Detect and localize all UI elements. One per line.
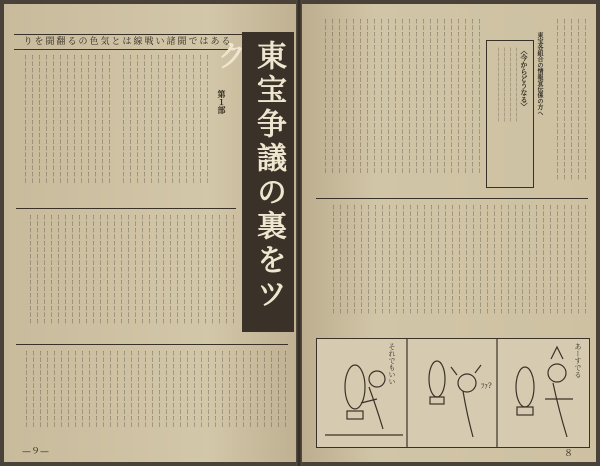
column-rule	[16, 344, 288, 345]
left-page	[4, 4, 296, 462]
page-number-right: ８	[564, 449, 574, 459]
right-page	[302, 4, 596, 462]
text-column-middle: ーーーーーーーーーーーーーーーーー ーーーーーーーーーーーーーーーーー ーーーーーーーーーーーーーーーーー ーーーーーーーーーーーーーーーーー ーーーーーーーーーーーーーーーーー ーーーーーーーーーーーーーーーーー ーーーーーーーーーーーーーーーーー ーーーーーーーーーーーーーーーーー ーーーーーーーーーーーーーーーーー ーーーーーーーーーーーーーーーーー ーーーーーーーーーーーーーーーーー ーーーーーーーーーーーーーーーーー ーーーーーーーーーーーーーーーーー ーーーーーーーーーーーーーーーーー ーーーーーーーーーーーーーーーーー ーーーーーーーーーーーーーーーーー ーーーーーーーーーーーーーーーーー ーーーーーーーーーーーーーーーーー ーーーーーーーーーーーーーーーーー ーーーーーーーーーーーーーーーーー ーーーーーーーーーーーーーーーーー ーーーーーーーーーーーーーーーーー ーーーーーーーーーーーーーーーーー ーーーーーーーーーーーーーーーーー ーーーーーーーーーーーーーーーーー ーーーーーーーーーーーーーーーーー ーーーーーーーーーーーーーーーーー ーーーーーーーーーーーーーーーーー ーーーーーーーーーーーーーーーーー ーーーーーーーーーーーーーーーーー ーーーーーーーーーーーーーーーーー ーーーーーーーーーーーーーーーーー ーーーーーーーーーーーーーーーーー ーーーーーーーーーーーーーーーーー ーーーーーーーーーーーーーーーーー ーーーーーーーーーーーーーーーーー ーーーーーーーーーーーーーーーーー	[329, 204, 588, 315]
page-banner: りを闘翻るの色気とは線戦い諸闘ではある	[14, 34, 242, 50]
text-column-lower: ーーーーーーーーーーーーーーーーー ーーーーーーーーーーーーーーーーー ーーーーーーーーーーーーーーーーー ーーーーーーーーーーーーーーーーー ーーーーーーーーーーーーーーーーー ーーーーーーーーーーーーーーーーー ーーーーーーーーーーーーーーーーー ーーーーーーーーーーーーーーーーー ーーーーーーーーーーーーーーーーー ーーーーーーーーーーーーーーーーー ーーーーーーーーーーーーーーーーー ーーーーーーーーーーーーーーーーー ーーーーーーーーーーーーーーーーー ーーーーーーーーーーーーーーーーー ーーーーーーーーーーーーーーーーー ーーーーーーーーーーーーーーーーー ーーーーーーーーーーーーーーーーー ーーーーーーーーーーーーーーーーー ーーーーーーーーーーーーーーーーー ーーーーーーーーーーーーーーーーー ーーーーーーーーーーーーーーーーー ーーーーーーーーーーーーーーーーー ーーーーーーーーーーーーーーーーー ーーーーーーーーーーーーーーーーー ーーーーーーーーーーーーーーーーー ーーーーーーーーーーーーーーーーー ーーーーーーーーーーーーーーーーー ーーーーーーーーーーーーーーーーー ーーーーーーーーーーーーーーーーー ーーーーーーーーーーーーーーーーー	[26, 214, 236, 325]
comic-caption-3: あーすでる	[574, 343, 582, 378]
comic-caption-1: それでもいい	[388, 343, 396, 385]
page-number-left: —９—	[22, 447, 50, 457]
text-column-upper-left: ーーーーーーーーーーーーーーーーーーーー ーーーーーーーーーーーーーーーーーーーー ーーーーーーーーーーーーーーーーーーーー ーーーーーーーーーーーーーーーーーーーー ーーーーーーーーーーーーーーーーーーーー ーーーーーーーーーーーーーーーーーーーー ーーーーーーーーーーーーーーーーーーーー ーーーーーーーーーーーーーーーーーーーー ーーーーーーーーーーーーーーーーーーーー ーーーーーーーーーーーーーーーーーーーー ーーーーーーーーーーーーーーーーーーーー ーーーーーーーーーーーーーーーーーーーー ーーーーーーーーーーーーーーーーーーーー	[21, 54, 112, 184]
notice-box	[486, 40, 534, 188]
text-column-top-right: ーーーーーーーーーーーーーーーーーーーーーーーーー ーーーーーーーーーーーーーーーーーーーーーーーーー ーーーーーーーーーーーーーーーーーーーーーーーーー ーーーーーーーーーーーーーーーーーーーーーーーーー ーーーーーーーーーーーーーーーーーーーーーーーーー	[553, 18, 588, 181]
article-title: 東宝争議の裏をツク	[211, 40, 286, 312]
text-column-top-left: ーーーーーーーーーーーーーーーーーーーーーーーー ーーーーーーーーーーーーーーーーーーーーーーーー ーーーーーーーーーーーーーーーーーーーーーーーー ーーーーーーーーーーーーーーーーーーーーーーーー ーーーーーーーーーーーーーーーーーーーーーーーー ーーーーーーーーーーーーーーーーーーーーーーーー ーーーーーーーーーーーーーーーーーーーーーーーー ーーーーーーーーーーーーーーーーーーーーーーーー ーーーーーーーーーーーーーーーーーーーーーーーー ーーーーーーーーーーーーーーーーーーーーーーーー ーーーーーーーーーーーーーーーーーーーーーーーー ーーーーーーーーーーーーーーーーーーーーーーーー ーーーーーーーーーーーーーーーーーーーーーーーー ーーーーーーーーーーーーーーーーーーーーーーーー ーーーーーーーーーーーーーーーーーーーーーーーー ーーーーーーーーーーーーーーーーーーーーーーーー ーーーーーーーーーーーーーーーーーーーーーーーー ーーーーーーーーーーーーーーーーーーーーーーーー ーーーーーーーーーーーーーーーーーーーーーーーー ーーーーーーーーーーーーーーーーーーーーーーーー ーーーーーーーーーーーーーーーーーーーーーーーー ーーーーーーーーーーーーーーーーーーーーーーーー ーーーーーーーーーーーーーーーーーーーーーーーー	[321, 18, 482, 174]
text-column-bottom: ーーーーーーーーーーーー ーーーーーーーーーーーー ーーーーーーーーーーーー ーーーーーーーーーーーー ーーーーーーーーーーーー ーーーーーーーーーーーー ーーーーーーーーーーーー ーーーーーーーーーーーー ーーーーーーーーーーーー ーーーーーーーーーーーー ーーーーーーーーーーーー ーーーーーーーーーーーー ーーーーーーーーーーーー ーーーーーーーーーーーー ーーーーーーーーーーーー ーーーーーーーーーーーー ーーーーーーーーーーーー ーーーーーーーーーーーー ーーーーーーーーーーーー ーーーーーーーーーーーー ーーーーーーーーーーーー ーーーーーーーーーーーー ーーーーーーーーーーーー ーーーーーーーーーーーー ーーーーーーーーーーーー ーーーーーーーーーーーー ーーーーーーーーーーーー ーーーーーーーーーーーー ーーーーーーーーーーーー ーーーーーーーーーーーー ーーーーーーーーーーーー ーーーーーーーーーーーー ーーーーーーーーーーーー ーーーーーーーーーーーー ーーーーーーーーーーーー ーーーーーーーーーーーー ーーーーーーーーーーーー ーーーーーーーーーーーー	[22, 350, 288, 428]
comic-strip	[316, 338, 590, 448]
column-rule	[16, 208, 236, 209]
column-rule	[316, 198, 588, 199]
notice-heading: 〈今からどうなる〉	[520, 47, 529, 110]
comic-caption-2: ﾌｧ?	[481, 382, 492, 390]
notice-tag: 東宝各組合の情報宣伝係の方へ	[536, 32, 543, 116]
text-column-upper-right: ーーーーーーーーーーーーーーーーーーーー ーーーーーーーーーーーーーーーーーーーー ーーーーーーーーーーーーーーーーーーーー ーーーーーーーーーーーーーーーーーーーー ーーーーーーーーーーーーーーーーーーーー ーーーーーーーーーーーーーーーーーーーー ーーーーーーーーーーーーーーーーーーーー ーーーーーーーーーーーーーーーーーーーー ーーーーーーーーーーーーーーーーーーーー ーーーーーーーーーーーーーーーーーーーー ーーーーーーーーーーーーーーーーーーーー ーーーーーーーーーーーーーーーーーーーー ーーーーーーーーーーーーーーーーーーーー	[119, 54, 210, 184]
comic-illustration	[317, 339, 589, 447]
notice-body: ーーーーーーーーーーーーーーー ーーーーーーーーーーーーーーー ーーーーーーーーーーーーーーー ーーーーーーーーーーーーーーー	[495, 47, 519, 122]
section-label: 第１部	[217, 90, 227, 114]
